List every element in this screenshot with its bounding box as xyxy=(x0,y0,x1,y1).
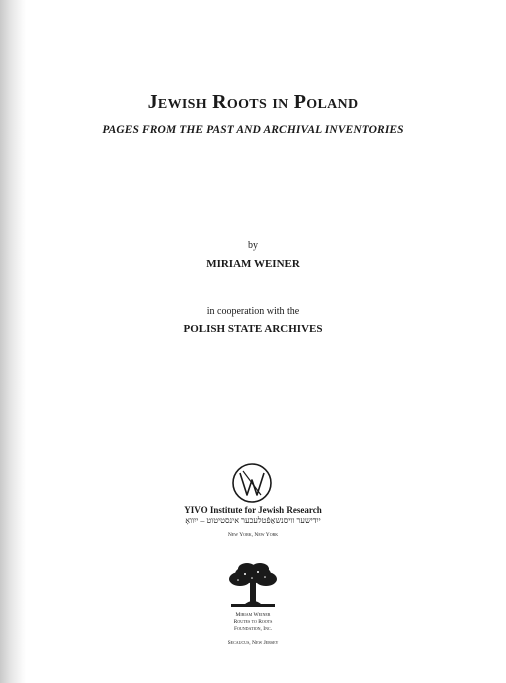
foundation-city: Secaucus, New Jersey xyxy=(227,640,279,646)
foundation-line-1: Miriam Weiner xyxy=(235,612,271,618)
foundation-line-2: Routes to Roots xyxy=(233,619,273,625)
yivo-city: New York, New York xyxy=(227,532,279,538)
cooperation-line: in cooperation with the xyxy=(206,306,300,317)
yivo-name: YIVO Institute for Jewish Research xyxy=(184,505,322,515)
by-line: by xyxy=(248,240,258,251)
archives-name: POLISH STATE ARCHIVES xyxy=(183,323,323,335)
author-name: MIRIAM WEINER xyxy=(206,258,300,270)
foundation-line-3: Foundation, Inc. xyxy=(233,626,273,632)
book-title: Jewish Roots in Poland xyxy=(147,91,359,113)
yivo-monogram-icon xyxy=(231,462,273,504)
book-subtitle: PAGES FROM THE PAST AND ARCHIVAL INVENTORIES xyxy=(102,124,404,136)
yivo-yiddish-name: ייִדישער וויסנשאַפֿטלעכער אינסטיטוט – ייִוואָ xyxy=(185,516,321,525)
tree-icon xyxy=(225,560,281,610)
